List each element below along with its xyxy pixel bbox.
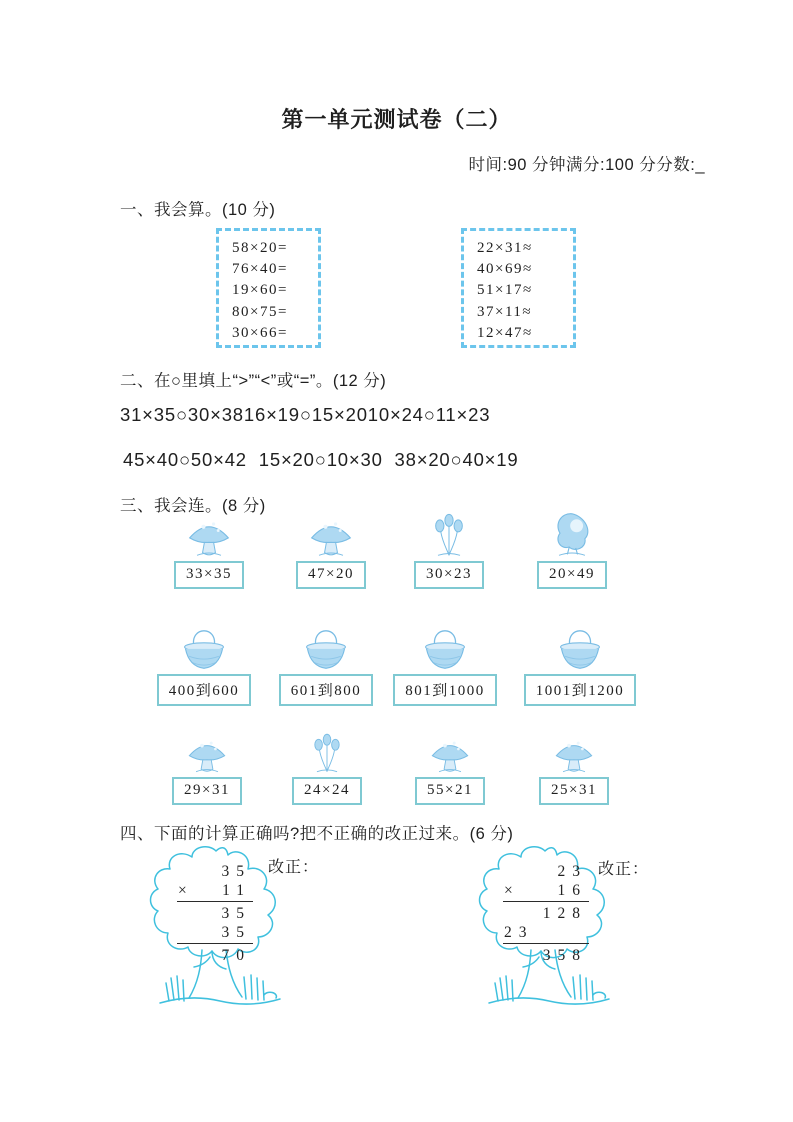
match-cell <box>265 733 389 805</box>
equation-item: 58×20= <box>232 240 288 256</box>
calc-rule <box>177 943 253 944</box>
basket-icon <box>553 622 607 672</box>
match-label-box: 55×21 <box>415 777 485 805</box>
match-label-box: 1001到1200 <box>524 674 637 706</box>
match-cell <box>387 513 511 589</box>
match-cell <box>142 622 266 706</box>
basket-icon <box>418 622 472 672</box>
exam-meta: 时间:90 分钟满分:100 分分数:_ <box>468 156 705 174</box>
mushroom-icon <box>552 733 596 775</box>
page-title: 第一单元测试卷（二） <box>281 107 512 132</box>
partial-product: 128 <box>542 905 587 922</box>
partial-product: 23 <box>504 924 534 941</box>
comparison-line-1: 31×35○30×3816×19○15×2010×24○11×23 <box>120 404 491 425</box>
multiplicand: 23 <box>557 863 587 880</box>
section1-heading: 一、我会算。(10 分) <box>120 201 276 219</box>
flower-icon <box>425 513 473 559</box>
multiplier-row <box>177 881 253 900</box>
calc-result: 70 <box>221 947 251 964</box>
section3-heading: 三、我会连。(8 分) <box>120 497 266 515</box>
match-cell <box>383 622 507 706</box>
match-label-box: 25×31 <box>539 777 609 805</box>
match-cell <box>510 511 634 589</box>
section2-heading: 二、在○里填上“>”“<”或“=”。(12 分) <box>120 372 387 390</box>
partial-product: 35 <box>221 924 251 941</box>
match-label-box: 601到800 <box>279 674 374 706</box>
match-label-box: 20×49 <box>537 561 607 589</box>
mushroom-icon <box>307 513 355 559</box>
equation-item: 22×31≈ <box>477 240 533 256</box>
exact-calc-box <box>216 228 321 348</box>
multiplicand: 35 <box>221 863 251 880</box>
multiplier: 16 <box>557 882 587 899</box>
calc-result: 358 <box>542 947 587 964</box>
vertical-multiplication-left <box>177 862 253 965</box>
match-label-box: 30×23 <box>414 561 484 589</box>
multiplier: 11 <box>222 882 251 899</box>
match-cell <box>264 622 388 706</box>
match-label-box: 801到1000 <box>393 674 497 706</box>
match-cell <box>145 733 269 805</box>
estimate-calc-box <box>461 228 576 348</box>
basket-icon <box>299 622 353 672</box>
equation-item: 76×40= <box>232 261 288 278</box>
match-cell <box>518 622 642 706</box>
match-label-box: 24×24 <box>292 777 362 805</box>
calc-rule <box>503 943 589 944</box>
tree-icon <box>549 511 595 559</box>
calc-rule <box>503 901 589 902</box>
match-label-box: 33×35 <box>174 561 244 589</box>
flower-icon <box>305 733 349 775</box>
equation-item: 40×69≈ <box>477 261 533 278</box>
match-cell <box>147 513 271 589</box>
multiply-sign: × <box>504 882 513 899</box>
correction-label: 改正： <box>268 859 320 876</box>
multiplier-row <box>503 881 589 900</box>
match-label-box: 47×20 <box>296 561 366 589</box>
multiply-sign: × <box>178 882 187 899</box>
match-label-box: 29×31 <box>172 777 242 805</box>
equation-item: 37×11≈ <box>477 303 533 320</box>
match-cell <box>269 513 393 589</box>
calc-rule <box>177 901 253 902</box>
match-label-box: 400到600 <box>157 674 252 706</box>
correction-label: 改正： <box>598 861 650 878</box>
comparison-line-2: 45×40○50×42 15×20○10×30 38×20○40×19 <box>123 449 519 470</box>
mushroom-icon <box>184 733 230 775</box>
equation-item: 30×66= <box>232 324 288 341</box>
partial-product: 35 <box>221 905 251 922</box>
equation-item: 19×60= <box>232 282 288 299</box>
match-cell <box>512 733 636 805</box>
match-cell <box>388 733 512 805</box>
mushroom-icon <box>185 513 233 559</box>
mushroom-icon <box>427 733 473 775</box>
section4-heading: 四、下面的计算正确吗?把不正确的改正过来。(6 分) <box>120 825 514 843</box>
equation-item: 12×47≈ <box>477 324 533 341</box>
equation-item: 80×75= <box>232 303 288 320</box>
vertical-multiplication-right <box>503 862 589 965</box>
equation-item: 51×17≈ <box>477 282 533 299</box>
basket-icon <box>177 622 231 672</box>
